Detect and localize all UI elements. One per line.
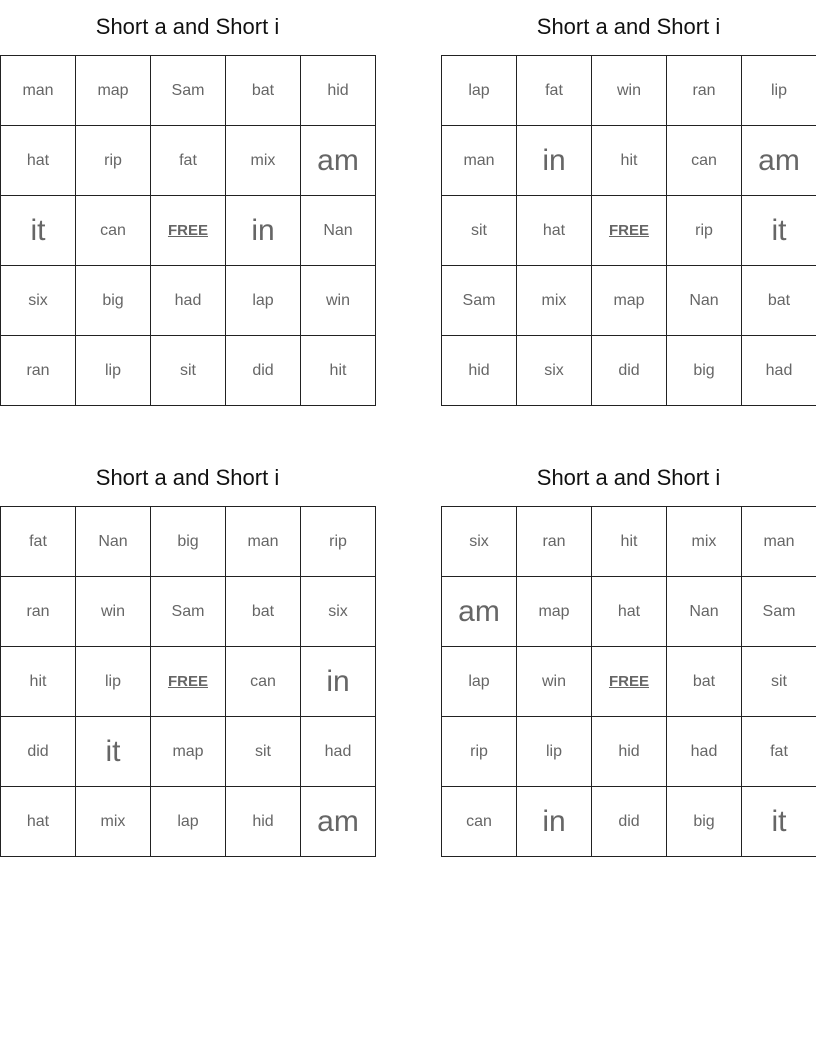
word-cell: Sam [742, 577, 816, 647]
word-cell: win [76, 577, 151, 647]
bingo-grid [441, 506, 816, 857]
card-title: Short a and Short i [536, 465, 721, 490]
word-cell: can [442, 787, 517, 857]
word-cell: lap [442, 56, 517, 126]
grid-row [442, 126, 816, 196]
word-cell: Sam [442, 266, 517, 336]
bingo-card [0, 451, 375, 857]
word-cell: Sam [151, 56, 226, 126]
word-cell: am [442, 577, 517, 647]
word-cell: hid [301, 56, 376, 126]
word-cell: hit [301, 336, 376, 406]
word-cell: bat [226, 577, 301, 647]
grid-row [1, 717, 376, 787]
grid-row [1, 56, 376, 126]
word-cell: sit [742, 647, 816, 717]
word-cell: bat [742, 266, 816, 336]
word-cell: can [226, 647, 301, 717]
word-cell: can [667, 126, 742, 196]
word-cell: am [742, 126, 816, 196]
grid-row [442, 647, 816, 717]
word-cell: in [517, 126, 592, 196]
word-cell: rip [442, 717, 517, 787]
word-cell: in [226, 196, 301, 266]
word-cell: lip [76, 336, 151, 406]
word-cell: mix [226, 126, 301, 196]
word-cell: in [517, 787, 592, 857]
word-cell: ran [1, 336, 76, 406]
word-cell: big [667, 336, 742, 406]
grid-row [442, 336, 816, 406]
card-title: Short a and Short i [95, 465, 280, 490]
word-cell: hit [592, 126, 667, 196]
word-cell: am [301, 787, 376, 857]
word-cell: hat [1, 126, 76, 196]
word-cell: lip [517, 717, 592, 787]
word-cell: win [301, 266, 376, 336]
word-cell: man [1, 56, 76, 126]
word-cell: Nan [667, 266, 742, 336]
word-cell: Sam [151, 577, 226, 647]
word-cell: it [76, 717, 151, 787]
word-cell: lip [742, 56, 816, 126]
bingo-grid [441, 55, 816, 406]
free-space: FREE [151, 647, 226, 717]
word-cell: six [301, 577, 376, 647]
word-cell: did [592, 336, 667, 406]
word-cell: fat [517, 56, 592, 126]
word-cell: lap [442, 647, 517, 717]
grid-row [442, 266, 816, 336]
word-cell: am [301, 126, 376, 196]
grid-row [1, 787, 376, 857]
word-cell: mix [667, 507, 742, 577]
word-cell: big [151, 507, 226, 577]
word-cell: hat [592, 577, 667, 647]
word-cell: sit [226, 717, 301, 787]
card-title: Short a and Short i [536, 14, 721, 39]
word-cell: Nan [76, 507, 151, 577]
word-cell: Nan [667, 577, 742, 647]
grid-row [442, 56, 816, 126]
word-cell: had [301, 717, 376, 787]
grid-row [442, 507, 816, 577]
word-cell: big [76, 266, 151, 336]
word-cell: rip [301, 507, 376, 577]
word-cell: six [442, 507, 517, 577]
word-cell: hat [1, 787, 76, 857]
free-space: FREE [592, 196, 667, 266]
word-cell: ran [1, 577, 76, 647]
word-cell: fat [151, 126, 226, 196]
word-cell: it [742, 787, 816, 857]
word-cell: lap [151, 787, 226, 857]
grid-row [1, 336, 376, 406]
word-cell: ran [517, 507, 592, 577]
grid-row [442, 577, 816, 647]
word-cell: Nan [301, 196, 376, 266]
word-cell: map [76, 56, 151, 126]
word-cell: man [742, 507, 816, 577]
word-cell: did [226, 336, 301, 406]
word-cell: can [76, 196, 151, 266]
word-cell: fat [742, 717, 816, 787]
word-cell: bat [226, 56, 301, 126]
free-space: FREE [592, 647, 667, 717]
bingo-grid [0, 506, 376, 857]
word-cell: hit [1, 647, 76, 717]
word-cell: man [226, 507, 301, 577]
word-cell: man [442, 126, 517, 196]
word-cell: six [517, 336, 592, 406]
word-cell: lip [76, 647, 151, 717]
grid-row [1, 126, 376, 196]
word-cell: had [667, 717, 742, 787]
grid-row [1, 266, 376, 336]
word-cell: rip [667, 196, 742, 266]
word-cell: did [1, 717, 76, 787]
grid-row [442, 787, 816, 857]
word-cell: had [742, 336, 816, 406]
word-cell: it [742, 196, 816, 266]
card-title: Short a and Short i [95, 14, 280, 39]
bingo-card [441, 451, 816, 857]
word-cell: sit [442, 196, 517, 266]
word-cell: lap [226, 266, 301, 336]
word-cell: map [517, 577, 592, 647]
word-cell: hid [226, 787, 301, 857]
word-cell: it [1, 196, 76, 266]
word-cell: had [151, 266, 226, 336]
word-cell: in [301, 647, 376, 717]
grid-row [442, 717, 816, 787]
word-cell: bat [667, 647, 742, 717]
word-cell: hat [517, 196, 592, 266]
word-cell: fat [1, 507, 76, 577]
grid-row [1, 196, 376, 266]
bingo-card [0, 0, 375, 406]
free-space: FREE [151, 196, 226, 266]
word-cell: hit [592, 507, 667, 577]
bingo-card [441, 0, 816, 406]
grid-row [1, 577, 376, 647]
word-cell: rip [76, 126, 151, 196]
grid-row [442, 196, 816, 266]
bingo-grid [0, 55, 376, 406]
word-cell: hid [592, 717, 667, 787]
word-cell: ran [667, 56, 742, 126]
word-cell: map [592, 266, 667, 336]
word-cell: hid [442, 336, 517, 406]
word-cell: sit [151, 336, 226, 406]
word-cell: big [667, 787, 742, 857]
word-cell: mix [517, 266, 592, 336]
word-cell: did [592, 787, 667, 857]
grid-row [1, 647, 376, 717]
word-cell: six [1, 266, 76, 336]
word-cell: win [517, 647, 592, 717]
word-cell: map [151, 717, 226, 787]
grid-row [1, 507, 376, 577]
word-cell: win [592, 56, 667, 126]
word-cell: mix [76, 787, 151, 857]
